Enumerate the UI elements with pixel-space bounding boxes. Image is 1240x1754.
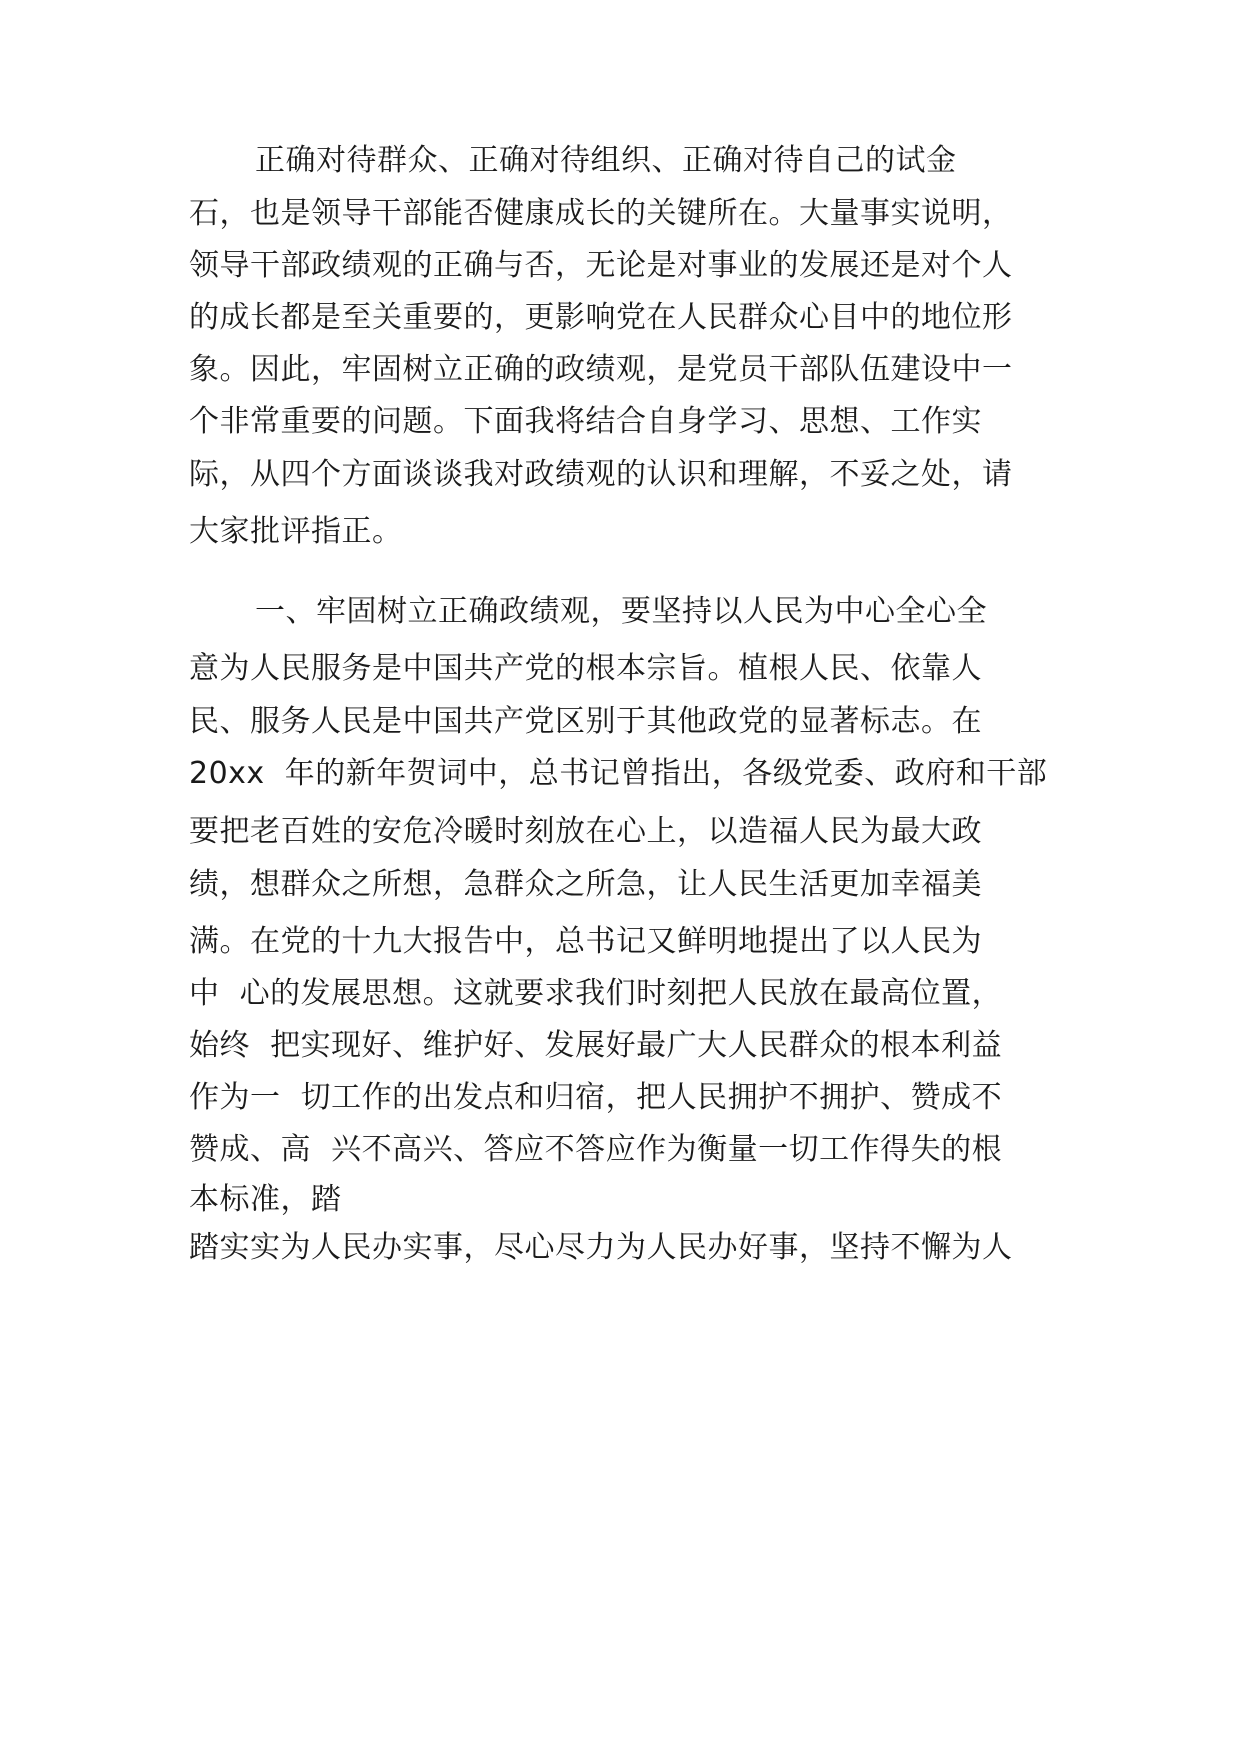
paragraph-1-line-8: 大家批评指正。 xyxy=(189,514,403,549)
paragraph-2-line-12: 本标准，踏 xyxy=(189,1182,342,1217)
paragraph-1-line-3: 领导干部政绩观的正确与否，无论是对事业的发展还是对个人 xyxy=(189,248,1013,283)
paragraph-1-line-6: 个非常重要的问题。下面我将结合自身学习、思想、工作实 xyxy=(189,404,982,439)
paragraph-1-line-1: 正确对待群众、正确对待组织、正确对待自己的试金 xyxy=(255,143,957,178)
paragraph-2-line-4: 20xx 年的新年贺词中，总书记曾指出，各级党委、政府和干部 xyxy=(189,756,1048,791)
paragraph-2-line-5: 要把老百姓的安危冷暖时刻放在心上，以造福人民为最大政 xyxy=(189,814,982,849)
paragraph-1-line-2: 石，也是领导干部能否健康成长的关键所在。大量事实说明， xyxy=(189,196,1013,231)
paragraph-2-line-9: 始终 把实现好、维护好、发展好最广大人民群众的根本利益 xyxy=(189,1028,1003,1063)
paragraph-2-line-8: 中 心的发展思想。这就要求我们时刻把人民放在最高位置， xyxy=(189,976,1003,1011)
paragraph-2-line-13: 踏实实为人民办实事，尽心尽力为人民办好事，坚持不懈为人 xyxy=(189,1230,1013,1265)
paragraph-2-line-10: 作为一 切工作的出发点和归宿，把人民拥护不拥护、赞成不 xyxy=(189,1080,1003,1115)
paragraph-2-line-1: 一、牢固树立正确政绩观，要坚持以人民为中心全心全 xyxy=(255,594,987,629)
paragraph-2-line-7: 满。在党的十九大报告中，总书记又鲜明地提出了以人民为 xyxy=(189,924,982,959)
paragraph-1-line-5: 象。因此，牢固树立正确的政绩观，是党员干部队伍建设中一 xyxy=(189,352,1013,387)
paragraph-1-line-7: 际，从四个方面谈谈我对政绩观的认识和理解，不妥之处，请 xyxy=(189,457,1013,492)
paragraph-2-line-3: 民、服务人民是中国共产党区别于其他政党的显著标志。在 xyxy=(189,704,982,739)
paragraph-2-line-2: 意为人民服务是中国共产党的根本宗旨。植根人民、依靠人 xyxy=(189,651,982,686)
paragraph-1-line-4: 的成长都是至关重要的，更影响党在人民群众心目中的地位形 xyxy=(189,300,1013,335)
paragraph-2-line-11: 赞成、高 兴不高兴、答应不答应作为衡量一切工作得失的根 xyxy=(189,1132,1003,1167)
paragraph-2-line-6: 绩，想群众之所想，急群众之所急，让人民生活更加幸福美 xyxy=(189,867,982,902)
